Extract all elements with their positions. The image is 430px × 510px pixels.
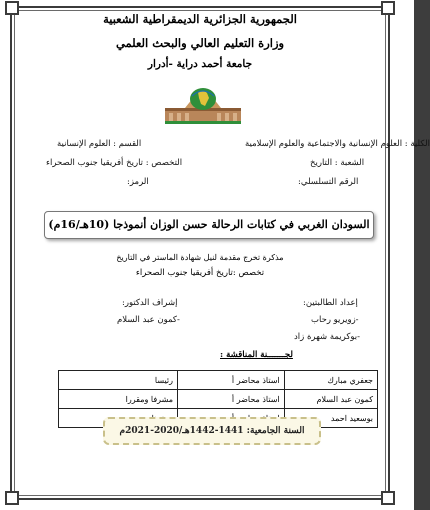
- border-corner-ornament: [5, 491, 19, 505]
- branch-line: الشعبة : التاريخ: [310, 158, 365, 168]
- committee-title: لجـــــــنة المناقشة :: [220, 350, 293, 360]
- code-line: الرمز:: [127, 177, 149, 187]
- students-label: إعداد الطالبتين:: [303, 298, 358, 308]
- viewer-edge: [414, 0, 430, 510]
- member-rank: استاذ محاضر أ: [178, 390, 285, 409]
- faculty-line: الكلية : العلوم الإنسانية والاجتماعية والعلوم الإسلامية: [245, 139, 430, 149]
- university-heading: جامعة أحمد دراية -أدرار: [147, 58, 253, 70]
- member-role: مشرفا ومقررا: [59, 390, 178, 409]
- member-name: جعفري مبارك: [284, 371, 377, 390]
- academic-year: السنة الجامعية: 1441-1442هـ/2020-2021م: [103, 417, 321, 445]
- supervisor-label: إشراف الدكتور:: [122, 298, 178, 308]
- thesis-title: السودان الغربي في كتابات الرحالة حسن الوزان أنموذجا (10هـ/16م): [44, 211, 374, 239]
- specialty-line: التخصص : تاريخ أفريقيا جنوب الصحراء: [46, 158, 183, 168]
- table-row: [59, 390, 378, 409]
- thesis-subtitle: مذكرة تخرج مقدمة لنيل شهادة الماستر في التاريخ: [116, 253, 284, 262]
- thesis-specialty: تخصص :تاريخ أفريقيا جنوب الصحراء: [135, 268, 265, 278]
- member-rank: استاذ محاضر أ: [178, 371, 285, 390]
- member-name: كمون عبد السلام: [284, 390, 377, 409]
- republic-heading: الجمهورية الجزائرية الديمقراطية الشعبية: [103, 12, 297, 26]
- university-logo-icon: [165, 84, 241, 124]
- serial-number-line: الرقم التسلسلي:: [298, 177, 359, 187]
- member-name: بوسعيد احمد: [284, 409, 377, 428]
- ministry-heading: وزارة التعليم العالي والبحث العلمي: [115, 36, 285, 50]
- supervisor-name: -كمون عبد السلام: [117, 315, 180, 325]
- department-line: القسم : العلوم الإنسانية: [57, 139, 142, 149]
- member-role: رئيسا: [59, 371, 178, 390]
- border-corner-ornament: [381, 491, 395, 505]
- student-name: -بوكريمة شهرة زاد: [294, 332, 361, 342]
- table-row: [59, 371, 378, 390]
- student-name: -زويريو رحاب: [311, 315, 359, 325]
